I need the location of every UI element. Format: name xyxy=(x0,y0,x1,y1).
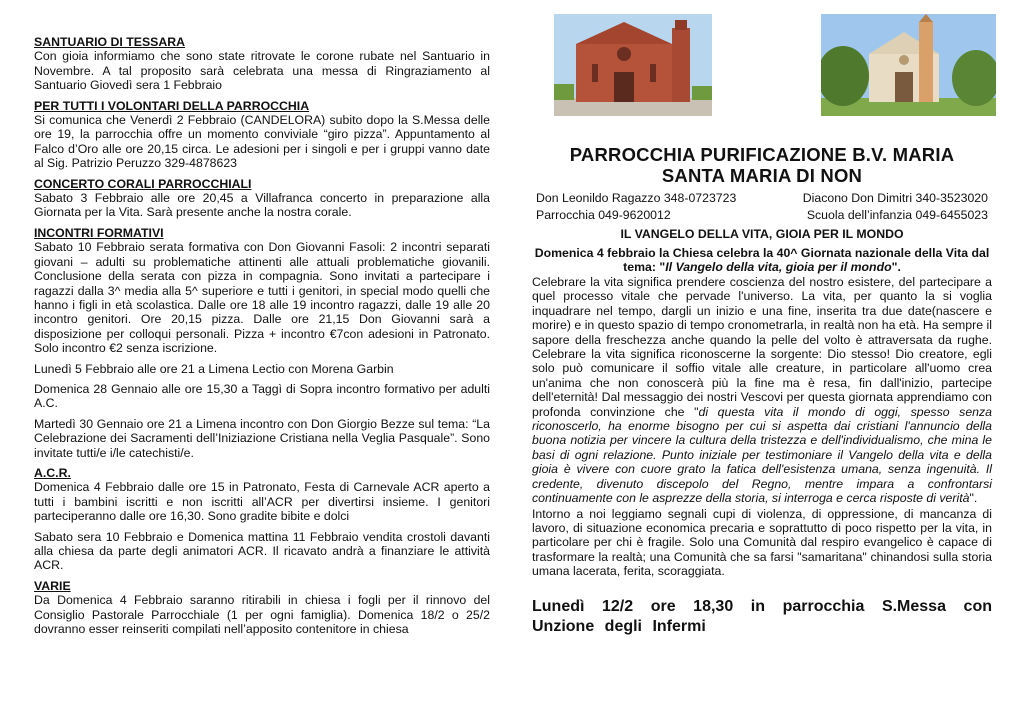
section-volontari xyxy=(34,99,490,171)
parish-title xyxy=(532,144,992,186)
theme-heading: IL VANGELO DELLA VITA, GIOIA PER IL MONDO xyxy=(620,227,904,241)
section-acr xyxy=(34,466,490,573)
contact-school: Scuola dell’infanzia 049-6455023 xyxy=(806,208,988,222)
section-santuario xyxy=(34,35,490,93)
lead-italic: Il Vangelo della vita, gioia per il mondo xyxy=(665,260,892,274)
section-text: Lunedì 5 Febbraio alle ore 21 a Limena Lectio con Morena Garbin xyxy=(34,361,394,376)
closing-announcement: Lunedì 12/2 ore 18,30 in parrocchia S.Messa con Unzione degli Infermi xyxy=(532,597,992,635)
section-text: Si comunica che Venerdì 2 Febbraio (CANDELORA) subito dopo la S.Messa delle ore 19, la parrocchia offre un momento conviviale “giro pizza”. Appuntamento al Falco d’Oro alle ore 20,15 circa. Le adesioni per i singoli e per i gruppi vanno date al Sig. Patrizio Peruzzo 329-4878623 xyxy=(34,113,490,171)
contacts xyxy=(532,190,992,224)
section-title: CONCERTO CORALI PARROCCHIALI xyxy=(34,176,252,191)
contacts-row xyxy=(532,207,992,224)
contact-deacon: Diacono Don Dimitri 340-3523020 xyxy=(802,191,988,205)
section-title: SANTUARIO DI TESSARA xyxy=(34,35,185,49)
body-italic-quote: di questa vita il mondo di oggi, spesso senza riconoscerlo, ha enorme bisogno per cui si aspetta dai cristiani l'annuncio della buona notizia per vincere la cultura della tristezza e dell'individualismo, che mina le basi di ogni relazione. Punto iniziale per testimoniare il Vangelo della vita e della gioia è vivere con cuore grato la fatica dell'esistenza umana, senza ingenuità. Il credente, divenuto discepolo del Regno, mentre impara a confrontarsi continuamente con le asprezze della storia, si interroga e cerca risposte di verità xyxy=(532,404,992,506)
section-text: Sabato 10 Febbraio serata formativa con Don Giovanni Fasoli: 2 incontri separati giovani – adulti su problematiche attinenti alle attuali problematiche giovanili. Conclusione della serata con pizza in compagnia. Sono invitati a partecipare i ragazzi dalla 3^ media alla 5^ superiore e tutti i genitori, in special modo quelli che hanno i figli in età scolastica. Dalle ore 18 alle 19 incontro ragazzi, dalle 19 alle 20 incontro genitori. Ore 20,15 pizza. Dalle ore 21,15 Don Giovanni sarà a disposizione per colloqui personali. Pizza + incontro €7con adesioni in Patronato. Solo incontro €2 senza iscrizione. xyxy=(34,240,490,356)
left-column xyxy=(34,35,490,642)
contact-parish: Parrocchia 049-9620012 xyxy=(536,208,671,222)
parish-title-line1: PARROCCHIA PURIFICAZIONE B.V. MARIA xyxy=(569,144,955,165)
contact-priest: Don Leonildo Ragazzo 348-0723723 xyxy=(536,191,737,205)
body-paragraph-2: Intorno a noi leggiamo segnali cupi di violenza, di oppressione, di mancanza di lavoro, di situazione economica precaria e soprattutto di poco rispetto per la vita, in particolare per chi è fragile. Solo una Comunità dal respiro evangelico è capace di trasformare la realtà; una Comunità che sa farsi "samaritana" chinandosi sulla storia umana lacerata, ferita, scoraggiata. xyxy=(532,506,992,579)
section-text: Domenica 4 Febbraio dalle ore 15 in Patronato, Festa di Carnevale ACR aperto a tutti i bambini iscritti e non iscritti all’ACR per divertirsi insieme. I genitori parteciperanno dalle ore 16,30. Sono gradite bibite e dolci xyxy=(34,480,490,524)
section-text: Sabato sera 10 Febbraio e Domenica mattina 11 Febbraio vendita crostoli davanti alla chiesa da parte degli animatori ACR. Il ricavato andrà a finanziare le attività ACR. xyxy=(34,529,490,573)
lead-text: Domenica 4 febbraio la Chiesa celebra la 40^ Giornata nazionale della Vita dal tema: " xyxy=(534,246,990,274)
body-text: Celebrare la vita significa prendere coscienza del nostro esistere, del partecipare a quel processo vitale che pervade l'universo. La vita, per quanto la si voglia inquadrare nel tempo, dargli un inizio e una fine, inserita tra due date(nascere e morire) e in questo spazio di tempo cronometrarla, in realtà non ha età. Ha sempre il sapore della freschezza anche quando la pelle del volto è attraversata da rughe. Celebrare la vita significa riconoscerne la sorgente: Dio stesso! Dio creatore, egli solo può comunicare il soffio vitale alle creature, in particolare all'uomo crea un'anima che non conoscerà più la fine ma è resa, fin dall'inizio, partecipe dell'eternità! Dal messaggio dei nostri Vescovi per questa giornata apprendiamo con profonda convinzione che " xyxy=(532,275,992,419)
church-photo-2 xyxy=(821,14,996,116)
church-photos xyxy=(532,14,992,120)
section-varie xyxy=(34,579,490,637)
parish-title-line2: SANTA MARIA DI NON xyxy=(661,165,863,186)
right-column xyxy=(532,14,992,637)
body-paragraph-1 xyxy=(532,275,992,506)
section-title: A.C.R. xyxy=(34,465,71,480)
section-title: PER TUTTI I VOLONTARI DELLA PARROCCHIA xyxy=(34,98,310,113)
lead-text-end: ". xyxy=(891,260,901,274)
section-incontri xyxy=(34,226,490,460)
section-text: Da Domenica 4 Febbraio saranno ritirabili in chiesa i fogli per il rinnovo del Consiglio Pastorale Parrocchiale (1 per ogni famiglia). Domenica 18/2 o 25/2 dovranno esser reinseriti compilati nell’apposito contenitore in chiesa xyxy=(34,593,490,637)
section-title: INCONTRI FORMATIVI xyxy=(34,225,164,240)
section-concerto xyxy=(34,177,490,220)
section-text: Martedì 30 Gennaio ore 21 a Limena incontro con Don Giorgio Bezze sul tema: “La Celebrazione dei Sacramenti dell’Iniziazione Cristiana nella Veglia Pasquale”. Sono invitate tutti/e i/le catechisti/e. xyxy=(34,416,490,460)
section-text: Con gioia informiamo che sono state ritrovate le corone rubate nel Santuario in Novembre. A tal proposito sarà celebrata una messa di Ringraziamento al Santuario Giovedì sera 1 Febbraio xyxy=(34,49,490,93)
contacts-row xyxy=(532,190,992,207)
section-title: VARIE xyxy=(34,578,71,593)
section-text: Domenica 28 Gennaio alle ore 15,30 a Taggì di Sopra incontro formativo per adulti A.C. xyxy=(34,381,490,411)
section-text: Sabato 3 Febbraio alle ore 20,45 a Villafranca concerto in preparazione alla Giornata per la Vita. Sarà presente anche la nostra corale. xyxy=(34,191,490,220)
body-text-end: ". xyxy=(969,491,978,506)
lead-paragraph xyxy=(532,246,992,274)
church-photo-1 xyxy=(554,14,712,116)
